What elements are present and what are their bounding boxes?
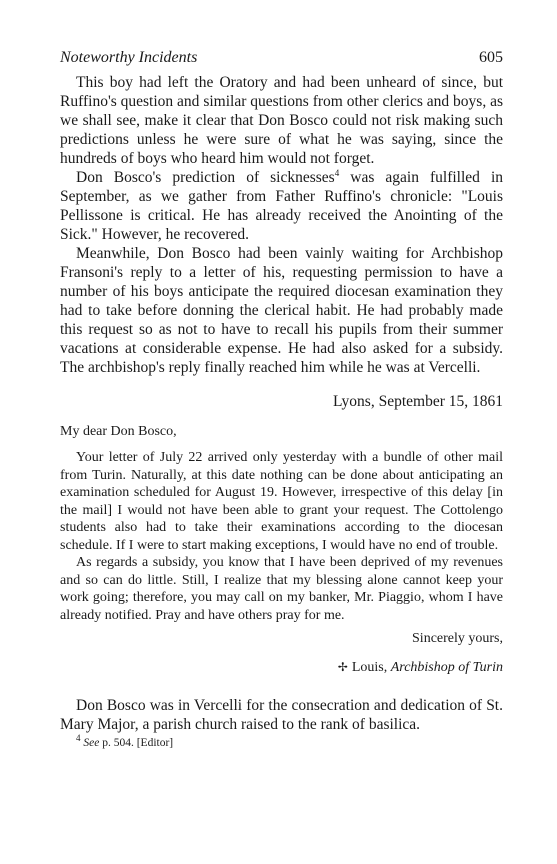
- paragraph-boy-left-oratory: This boy had left the Oratory and had been unheard of since, but Ruffino's question and similar questions from other clerics and boys, as we shall see, make it clear that Don Bosco could not risk making such predictions unless he were sure of what he was saying, since the hundreds of boys who heard him would not forget.: [60, 74, 503, 167]
- letter-closing: Sincerely yours,: [412, 631, 503, 646]
- paragraph-text-after-mark: was again fulfilled in September, as we gather from Father Ruffino's chronicle: "Louis Pellissone is critical. He has already received the Anointing of the Sick." However, he recovered.: [60, 169, 503, 243]
- letter-paragraph: Your letter of July 22 arrived only yesterday with a bundle of other mail from Turin. Naturally, at this date nothing can be done about anticipating an examination scheduled for August 19. However, irrespective of this delay [in the mail] I would not have been able to grant your request. The Cottolengo students also had to take their examinations according to the diocesan schedule. If I were to start making exceptions, I would have no end of trouble.: [60, 450, 503, 553]
- footnote-text: p. 504. [Editor]: [99, 737, 174, 749]
- footnote-mark: 4: [76, 733, 81, 744]
- footnote-reference: 4: [334, 167, 340, 178]
- paragraph-vercelli: Don Bosco was in Vercelli for the consecration and dedication of St. Mary Major, a parish church raised to the rank of basilica.: [60, 697, 503, 733]
- page-number: 605: [479, 49, 503, 66]
- letter-paragraph: As regards a subsidy, you know that I have been deprived of my revenues and so can do little. Still, I realize that my blessing alone cannot keep your work going; therefore, you may call on my banker, Mr. Piaggio, whom I have already notified. Pray and have others pray for me.: [60, 555, 503, 623]
- letter-dateline: Lyons, September 15, 1861: [332, 393, 503, 410]
- letter-salutation: My dear Don Bosco,: [60, 424, 177, 439]
- cross-icon: ✢: [337, 660, 348, 674]
- paragraph-prediction-sicknesses: [60, 168, 503, 244]
- footnote-see: See: [83, 737, 100, 749]
- paragraph-text-before-mark: Don Bosco's prediction of sicknesses: [76, 169, 335, 186]
- running-header: [60, 49, 503, 67]
- signature-name: Louis,: [351, 660, 391, 675]
- letter-body: [60, 449, 503, 624]
- footnote: [76, 733, 503, 750]
- signature-title: Archbishop of Turin: [390, 660, 503, 675]
- running-title: Noteworthy Incidents: [60, 49, 198, 66]
- letter-signature: [60, 659, 503, 676]
- paragraph-archbishop-reply: Meanwhile, Don Bosco had been vainly waiting for Archbishop Fransoni's reply to a letter of his, requesting permission to have a number of his boys anticipate the required diocesan examination they had to take before donning the clerical habit. He had probably made this request so as not to have to recall his pupils from their summer vacations at considerable expense. He had also asked for a subsidy. The archbishop's reply finally reached him while he was at Vercelli.: [60, 245, 503, 376]
